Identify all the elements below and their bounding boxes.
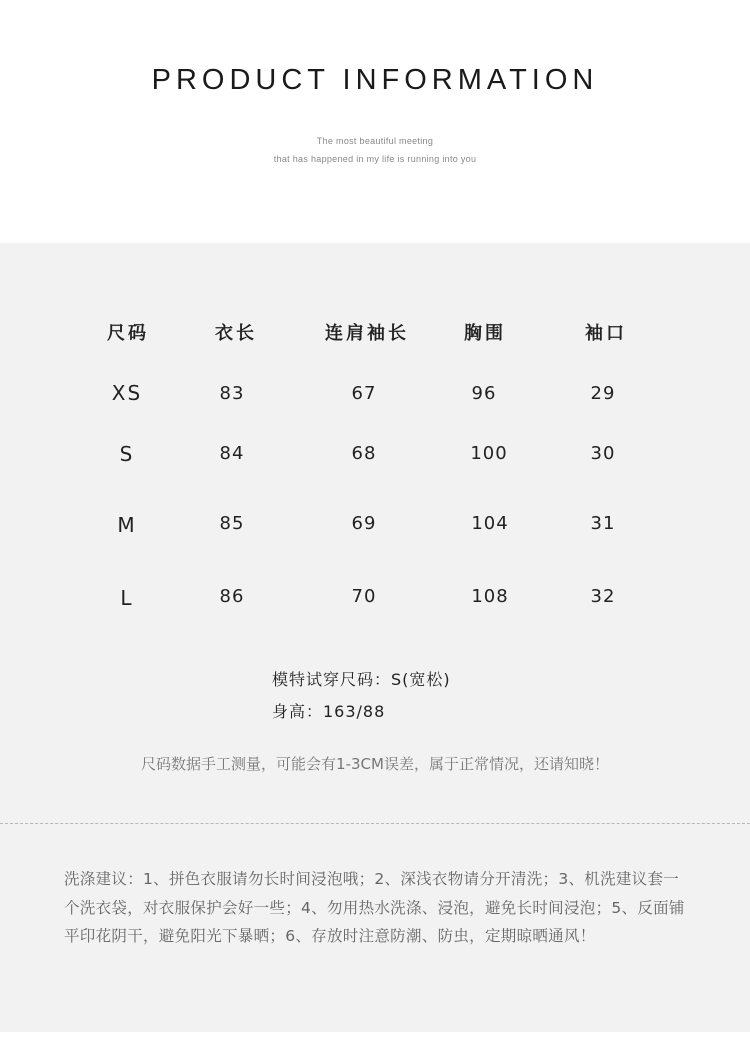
dashed-divider — [0, 823, 750, 824]
info-panel — [0, 243, 750, 1032]
table-cell-cuff: 31 — [590, 513, 616, 534]
table-cell-length: 86 — [219, 586, 245, 607]
table-cell-chest: 100 — [470, 443, 508, 464]
page-title: PRODUCT INFORMATION — [151, 64, 599, 96]
table-row-size: L — [120, 586, 134, 610]
table-cell-cuff: 32 — [590, 586, 616, 607]
measurement-note: 尺码数据手工测量，可能会有1-3CM误差，属于正常情况，还请知晓！ — [141, 755, 609, 773]
table-cell-chest: 108 — [471, 586, 509, 607]
table-cell-cuff: 29 — [590, 383, 616, 404]
table-cell-chest: 96 — [471, 383, 497, 404]
table-cell-chest: 104 — [471, 513, 509, 534]
care-instructions: 洗涤建议：1、拼色衣服请勿长时间浸泡哦；2、深浅衣物请分开清洗；3、机洗建议套一个洗衣袋，对衣服保护会好一些；4、勿用热水洗涤、浸泡，避免长时间浸泡；5、反面铺平印花阴干，避免阳光下暴晒；6、存放时注意防潮、防虫，定期晾晒通风！ — [64, 870, 685, 945]
table-row-size: S — [119, 442, 135, 466]
subtitle-line-1: The most beautiful meeting — [316, 136, 434, 146]
model-size: 模特试穿尺码：S(宽松) — [272, 670, 451, 689]
subtitle-line-2: that has happened in my life is running into you — [273, 154, 477, 164]
header-size: 尺码 — [107, 323, 149, 344]
model-height: 身高：163/88 — [272, 702, 386, 721]
header-length: 衣长 — [215, 323, 257, 344]
header — [0, 0, 750, 243]
table-cell-length: 83 — [219, 383, 245, 404]
table-row-size: M — [117, 513, 137, 537]
table-cell-length: 84 — [219, 443, 245, 464]
table-cell-sleeve: 68 — [351, 443, 377, 464]
table-cell-sleeve: 69 — [351, 513, 377, 534]
table-row-size: XS — [111, 381, 143, 405]
header-chest: 胸围 — [464, 323, 506, 344]
table-cell-length: 85 — [219, 513, 245, 534]
bottom-margin — [0, 1032, 750, 1052]
table-cell-sleeve: 70 — [351, 586, 377, 607]
header-cuff: 袖口 — [585, 323, 627, 344]
table-cell-cuff: 30 — [590, 443, 616, 464]
header-sleeve: 连肩袖长 — [325, 323, 409, 344]
table-cell-sleeve: 67 — [351, 383, 377, 404]
